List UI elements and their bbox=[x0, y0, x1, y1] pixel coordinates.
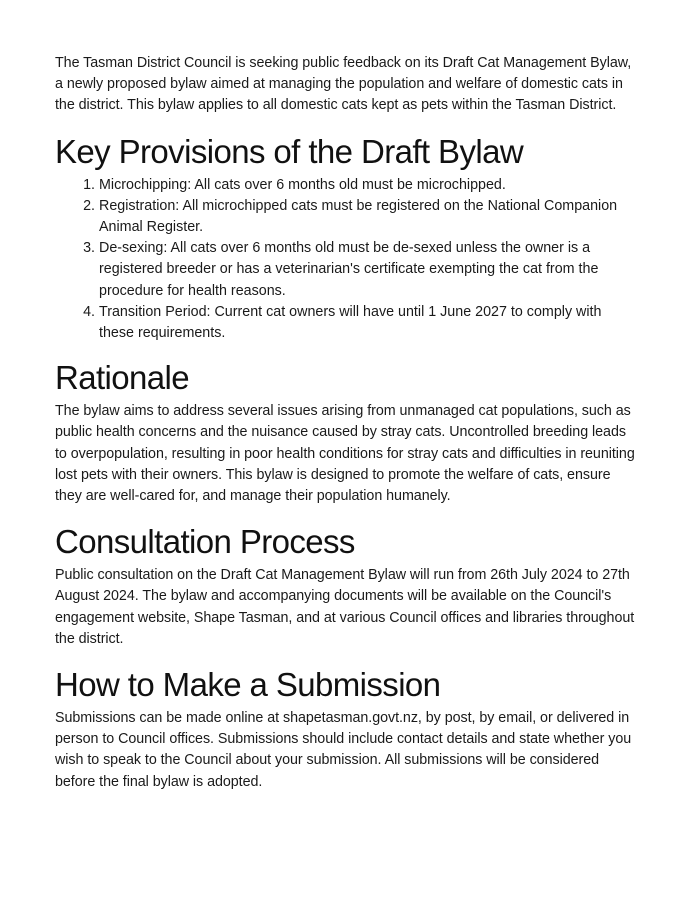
rationale-paragraph: The bylaw aims to address several issues arising from unmanaged cat populations, such as public health concerns and the nuisance caused by stray cats. Uncontrolled breeding leads to overpopulation, resulting in poor health conditions for stray cats and difficulties in reuniting lost pets with their owners. This bylaw is designed to promote the welfare of cats, ensure they are well-cared for, and manage their population humanely. bbox=[55, 403, 635, 505]
consultation-paragraph: Public consultation on the Draft Cat Management Bylaw will run from 26th July 2024 to 27th August 2024. The bylaw and accompanying documents will be available on the Council's engagement website, Shape Tasman, and at various Council offices and libraries throughout the district. bbox=[55, 567, 635, 647]
list-item: 4. Transition Period: Current cat owners will have until 1 June 2027 to comply with these requirements. bbox=[99, 302, 640, 344]
submission-paragraph: Submissions can be made online at shapetasman.govt.nz, by post, by email, or delivered in person to Council offices. Submissions should include contact details and state whether you wish to speak to the Council about your submission. All submissions will be considered before the final bylaw is adopted. bbox=[55, 710, 632, 790]
consultation-heading: Consultation Process bbox=[55, 523, 355, 561]
list-item: 3. De-sexing: All cats over 6 months old must be de-sexed unless the owner is a registered breeder or has a veterinarian's certificate exempting the cat from the procedure for health reasons. bbox=[99, 238, 640, 302]
intro-paragraph: The Tasman District Council is seeking public feedback on its Draft Cat Management Bylaw, a newly proposed bylaw aimed at managing the population and welfare of domestic cats in the district. This bylaw applies to all domestic cats kept as pets within the Tasman District. bbox=[55, 55, 632, 114]
list-item: 1. Microchipping: All cats over 6 months old must be microchipped. bbox=[99, 175, 640, 196]
key-provisions-heading: Key Provisions of the Draft Bylaw bbox=[55, 132, 524, 170]
submission-heading: How to Make a Submission bbox=[55, 666, 441, 704]
list-item: 2. Registration: All microchipped cats must be registered on the National Companion Animal Register. bbox=[99, 196, 640, 238]
rationale-heading: Rationale bbox=[55, 359, 190, 397]
key-provisions-list bbox=[55, 175, 640, 345]
